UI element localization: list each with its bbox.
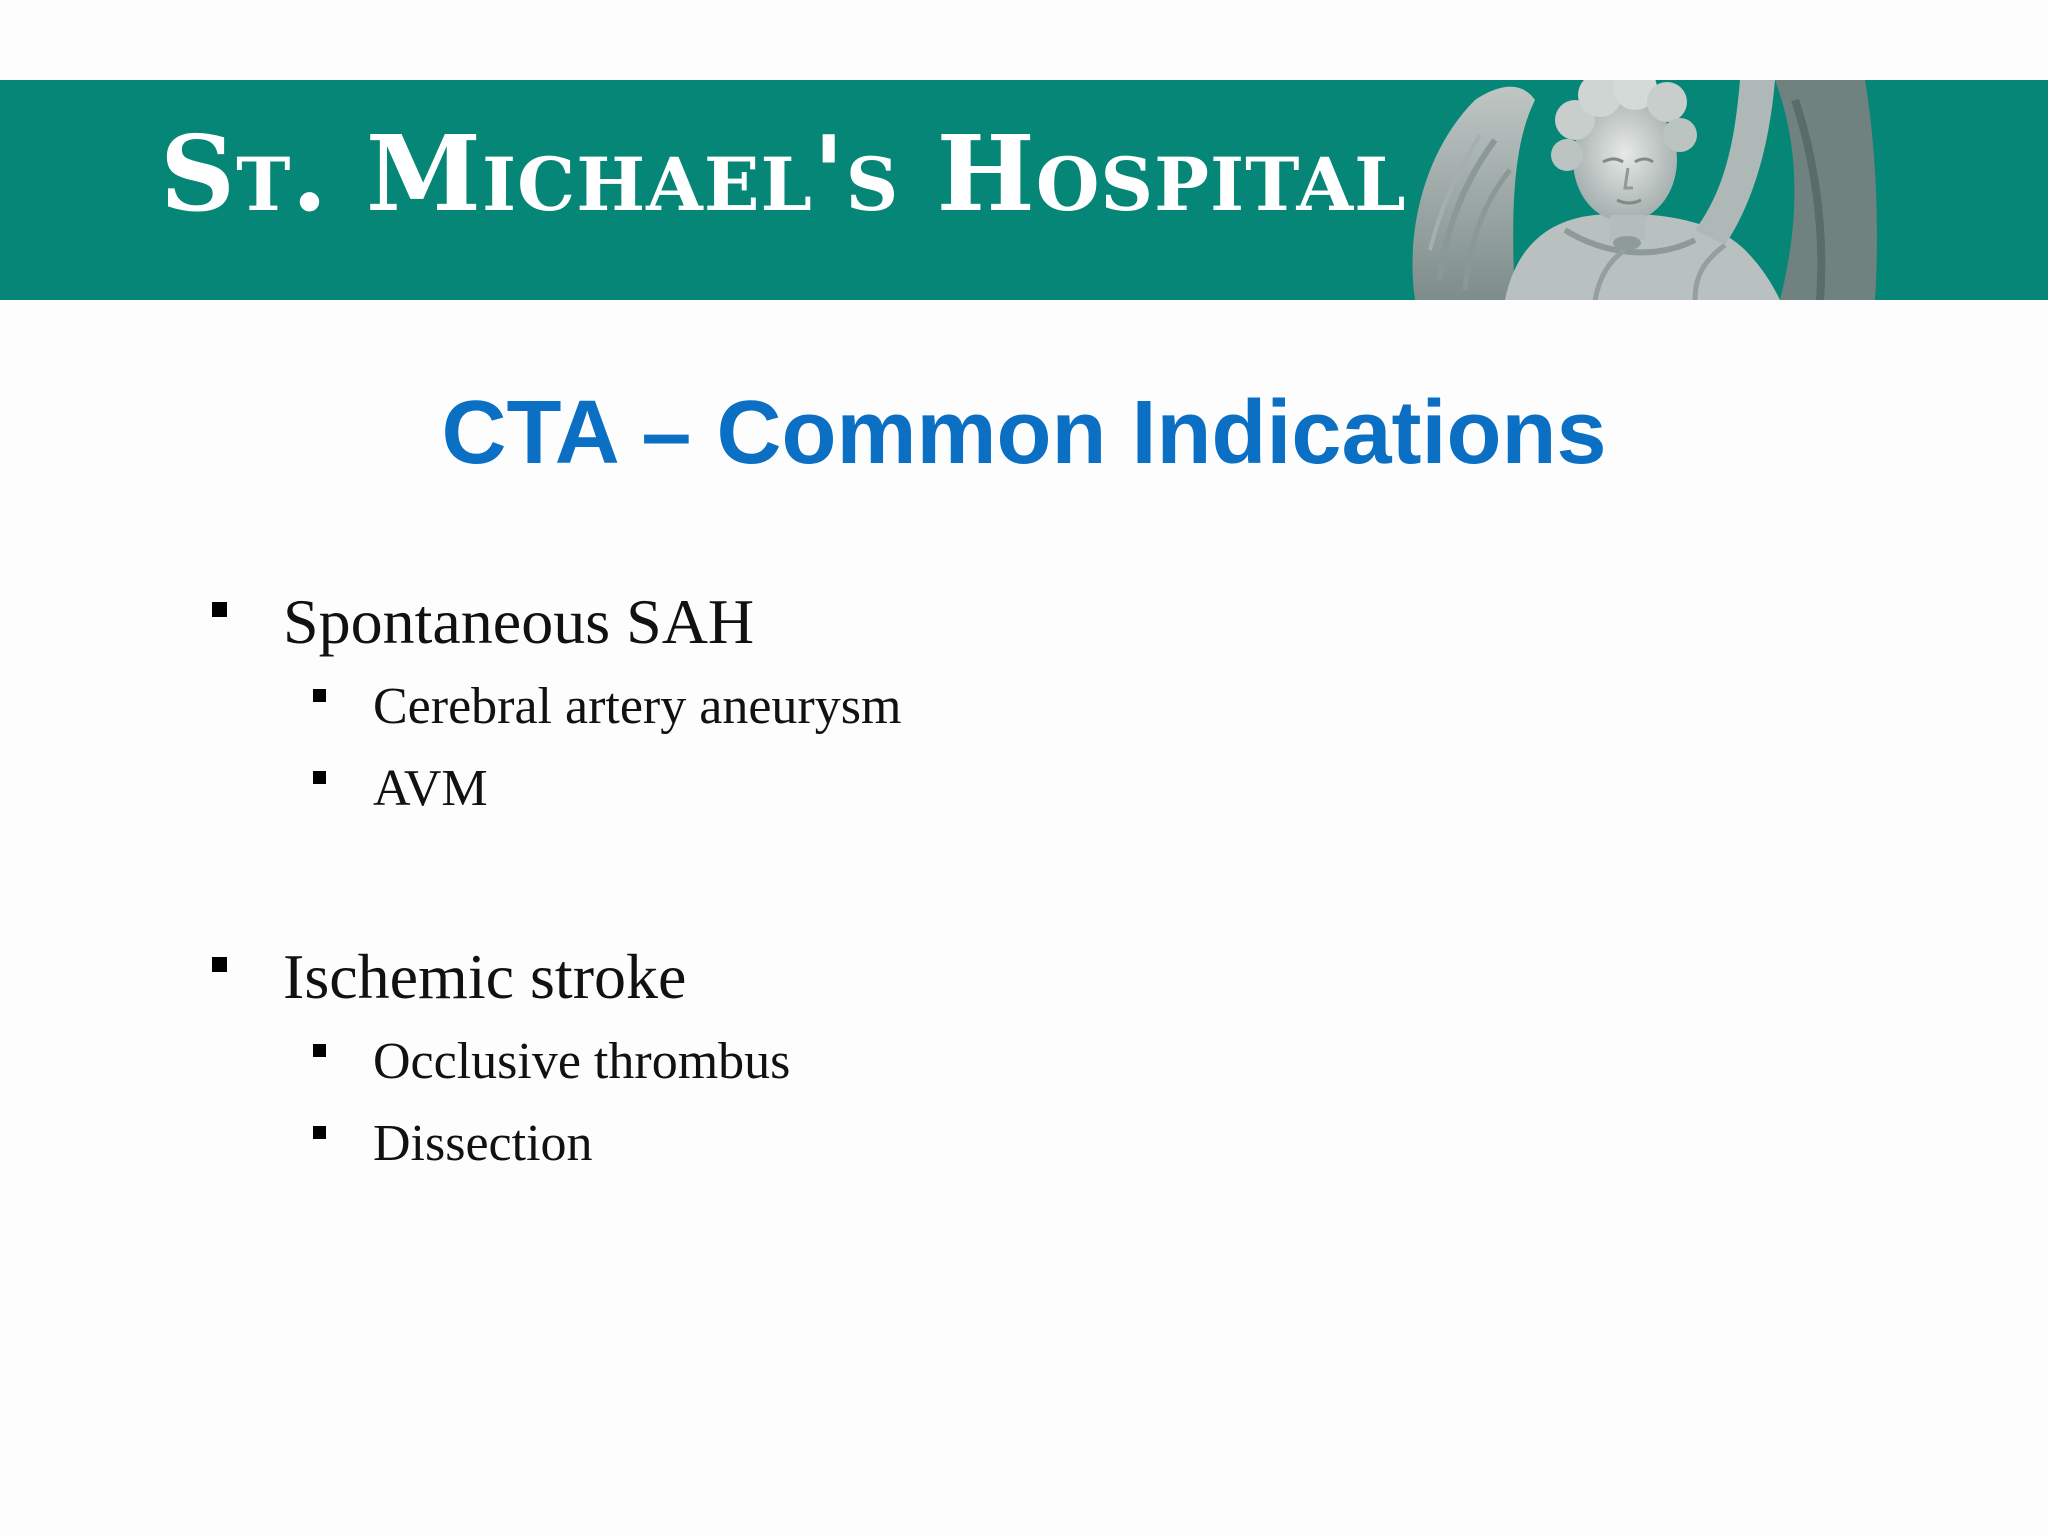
archangel-statue-image (1395, 80, 1910, 300)
hospital-banner (0, 80, 2048, 300)
bullet-marker-icon (313, 771, 326, 784)
bullet-spontaneous-sah (283, 586, 755, 657)
sub-bullet-dissection (373, 1115, 593, 1172)
bullet-text: Ischemic stroke (283, 941, 687, 1012)
hospital-name: St. Michael's Hospital (160, 112, 1407, 235)
bullet-text: Occlusive thrombus (373, 1033, 791, 1090)
sub-bullet-occlusive-thrombus (373, 1033, 791, 1090)
bullet-text: Dissection (373, 1115, 593, 1172)
bullet-marker-icon (212, 602, 227, 617)
bullet-text: Cerebral artery aneurysm (373, 678, 902, 735)
bullet-text: AVM (373, 760, 488, 817)
bullet-marker-icon (313, 1126, 326, 1139)
sub-bullet-cerebral-artery-aneurysm (373, 678, 902, 735)
sub-bullet-avm (373, 760, 488, 817)
bullet-marker-icon (313, 689, 326, 702)
slide-title: CTA – Common Indications (441, 383, 1607, 483)
bullet-ischemic-stroke (283, 941, 687, 1012)
bullet-text: Spontaneous SAH (283, 586, 755, 657)
bullet-marker-icon (313, 1044, 326, 1057)
bullet-marker-icon (212, 957, 227, 972)
